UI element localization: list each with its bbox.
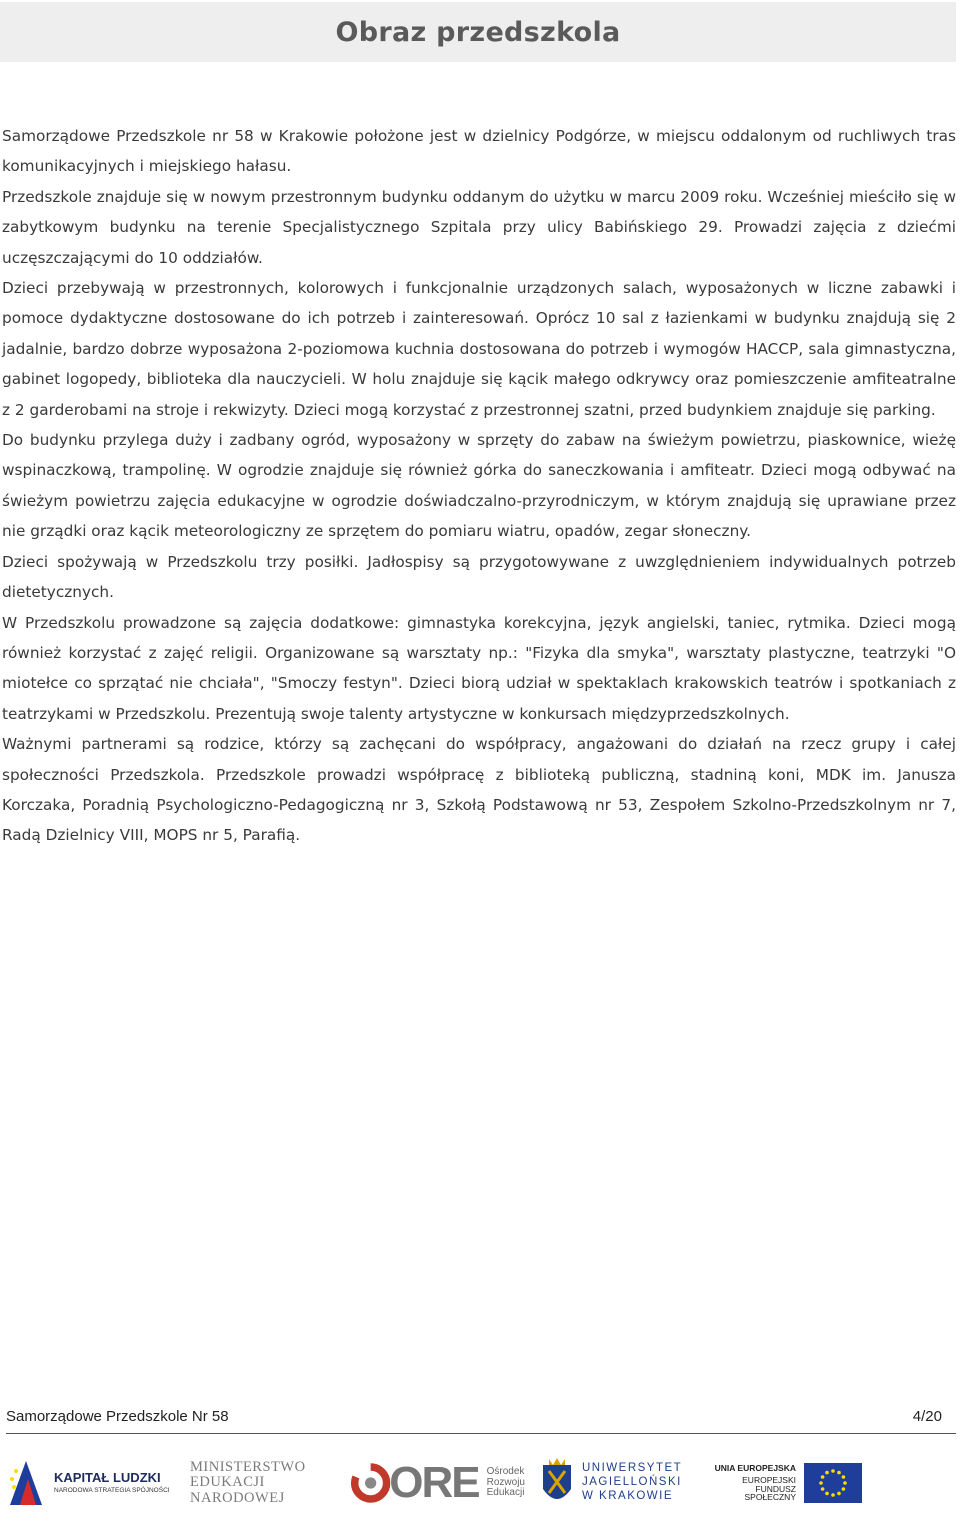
kapital-ludzki-tagline: NARODOWA STRATEGIA SPÓJNOŚCI [54,1486,170,1494]
uj-line-3: W KRAKOWIE [582,1489,674,1502]
document-body [2,121,956,851]
logo-strip [0,1440,960,1526]
ore-line-1: Ośrodek [486,1466,525,1478]
ore-line-2: Rozwoju [486,1476,525,1488]
ore-line-3: Edukacji [486,1487,525,1499]
eu-line-3: FUNDUSZ SPOŁECZNY [744,1483,796,1503]
page-footer [6,1405,942,1427]
eu-logo [708,1450,958,1516]
paragraph-activities: W Przedszkolu prowadzone są zajęcia dodatkowe: gimnastyka korekcyjna, język angielski, taniec, rytmika. Dzieci mogą również korzystać z zajęć religii. Organizowane są warsztaty np.: "Fizyka dla smyka", warsztaty plastyczne, teatrzyki "O miotełce co sprzątać nie chciała", "Smoczy festyn". Dzieci biorą udział w spektaklach krakowskich teatrów i spotkaniach z teatrzykami w Przedszkolu. Prezentują swoje talenty artystyczne w konkursach międzyprzedszkolnych. [2,613,956,723]
paragraph-partners: Ważnymi partnerami są rodzice, którzy są zachęcani do współpracy, angażowani do działań na rzecz grupy i całej społeczności Przedszkola. Przedszkole prowadzi współpracę z biblioteką publiczną, stadniną koni, MDK im. Janusza Korczaka, Poradnią Psychologiczno-Pedagogiczną nr 3, Szkołą Podstawową nr 53, Zespołem Szkolno-Przedszkolnym nr 7, Radą Dzielnicy VIII, MOPS nr 5, Parafią. [2,735,956,845]
eu-line-2: EUROPEJSKI [742,1474,796,1485]
men-line-3: NARODOWEJ [190,1489,285,1506]
paragraph-location: Samorządowe Przedszkole nr 58 w Krakowie położone jest w dzielnicy Podgórze, w miejscu oddalonym od ruchliwych tras komunikacyjnych i miejskiego hałasu. [2,127,956,176]
ore-mark: ORE [389,1458,479,1507]
ore-logo [350,1450,525,1516]
eu-flag-icon [804,1463,862,1503]
uj-line-1: UNIWERSYTET [582,1462,683,1475]
men-line-1: MINISTERSTWO [190,1459,306,1476]
paragraph-rooms: Dzieci przebywają w przestronnych, kolorowych i funkcjonalnie urządzonych salach, wyposażonych w liczne zabawki i pomoce dydaktyczne dostosowane do ich potrzeb i zainteresowań. Oprócz 10 sal z łazienkami w budynku znajdują się 2 jadalnie, bardzo dobrze wyposażona 2-poziomowa kuchnia dostosowana do potrzeb i wymogów HACCP, sala gimnastyczna, gabinet logopedy, biblioteka dla nauczycieli. W holu znajduje się kącik małego odkrywcy oraz pomieszczenie amfiteatralne z 2 garderobami na stroje i rekwizyty. Dzieci mogą korzystać z przestronnej szatni, przed budynkiem znajduje się parking. [2,279,956,419]
uj-logo [540,1450,690,1516]
kapital-ludzki-name: KAPITAŁ LUDZKI [54,1470,161,1486]
eu-line-1: UNIA EUROPEJSKA [714,1462,796,1473]
paragraph-meals: Dzieci spożywają w Przedszkolu trzy posiłki. Jadłospisy są przygotowywane z uwzględnieniem indywidualnych potrzeb dietetycznych. [2,552,956,602]
kapital-ludzki-icon [6,1455,46,1511]
uj-crest-icon [540,1455,574,1511]
ore-ring-icon [350,1461,391,1505]
uj-line-2: JAGIELLOŃSKI [582,1476,682,1489]
men-line-2: EDUKACJI [190,1474,265,1491]
footer-divider [6,1433,956,1434]
page-number: 4/20 [912,1407,942,1425]
page-title: Obraz przedszkola [335,16,621,48]
paragraph-garden: Do budynku przylega duży i zadbany ogród, wyposażony w sprzęty do zabaw na świeżym powietrzu, piaskownice, wieżę wspinaczkową, trampolinę. W ogrodzie znajduje się również górka do saneczkowania i amfiteatr. Dzieci mogą odbywać na świeżym powietrzu zajęcia edukacyjne w ogrodzie doświadczalno-przyrodniczym, w którym znajdują się uprawiane przez nie grządki oraz kącik meteorologiczny ze sprzętem do pomiaru wiatru, opadów, zegar słoneczny. [2,431,956,541]
title-bar [0,2,956,62]
paragraph-building: Przedszkole znajduje się w nowym przestronnym budynku oddanym do użytku w marcu 2009 roku. Wcześniej mieściło się w zabytkowym budynku na terenie Specjalistycznego Szpitala przy ulicy Babińskiego 29. Prowadzi zajęcia z dziećmi uczęszczającymi do 10 oddziałów. [2,187,956,267]
footer-school-name: Samorządowe Przedszkole Nr 58 [6,1407,229,1425]
men-logo [190,1450,320,1516]
kapital-ludzki-logo [6,1450,176,1516]
